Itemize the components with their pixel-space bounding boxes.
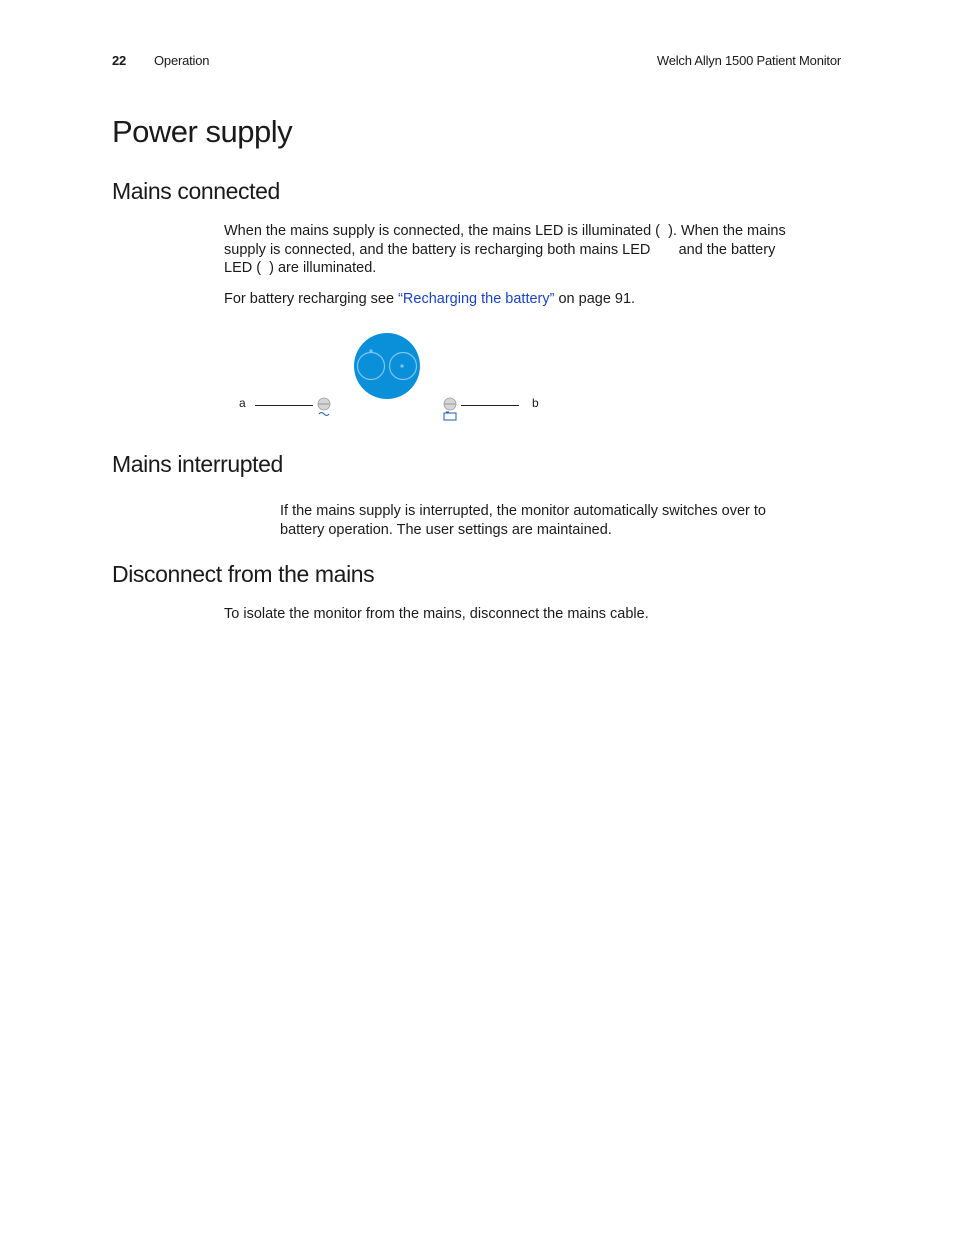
callout-label-a: a	[239, 396, 246, 410]
document-title: Welch Allyn 1500 Patient Monitor	[656, 53, 841, 68]
battery-led-icon	[444, 398, 456, 410]
mains-connected-line-1: When the mains supply is connected, the mains LED is illuminated ( ). When the mains	[224, 223, 786, 239]
heading-mains-interrupted: Mains interrupted	[112, 451, 283, 477]
page-number: 22	[112, 53, 127, 68]
section-name: Operation	[154, 53, 210, 68]
recharging-battery-link[interactable]: “Recharging the battery”	[398, 291, 555, 307]
mains-interrupted-line-2: battery operation. The user settings are maintained.	[280, 522, 612, 538]
callout-line-a	[255, 405, 313, 406]
callout-line-b	[461, 405, 519, 406]
mains-connected-line-3: LED ( ) are illuminated.	[224, 260, 377, 276]
recharging-reference	[224, 290, 635, 309]
disconnect-text: To isolate the monitor from the mains, disconnect the mains cable.	[224, 606, 649, 622]
ac-wave-icon	[319, 413, 329, 416]
heading-mains-connected: Mains connected	[112, 178, 280, 204]
mains-interrupted-line-1: If the mains supply is interrupted, the monitor automatically switches over to	[280, 503, 766, 519]
mains-connected-line-2: supply is connected, and the battery is recharging both mains LED and the battery	[224, 242, 776, 258]
reference-prefix: For battery recharging see	[224, 291, 399, 307]
heading-disconnect: Disconnect from the mains	[112, 561, 375, 587]
page-title: Power supply	[112, 114, 293, 149]
battery-icon	[444, 412, 456, 420]
callout-label-b: b	[532, 396, 539, 410]
power-button-icon	[354, 333, 420, 399]
mains-led-icon	[318, 398, 330, 410]
reference-suffix: on page 91.	[554, 291, 636, 307]
